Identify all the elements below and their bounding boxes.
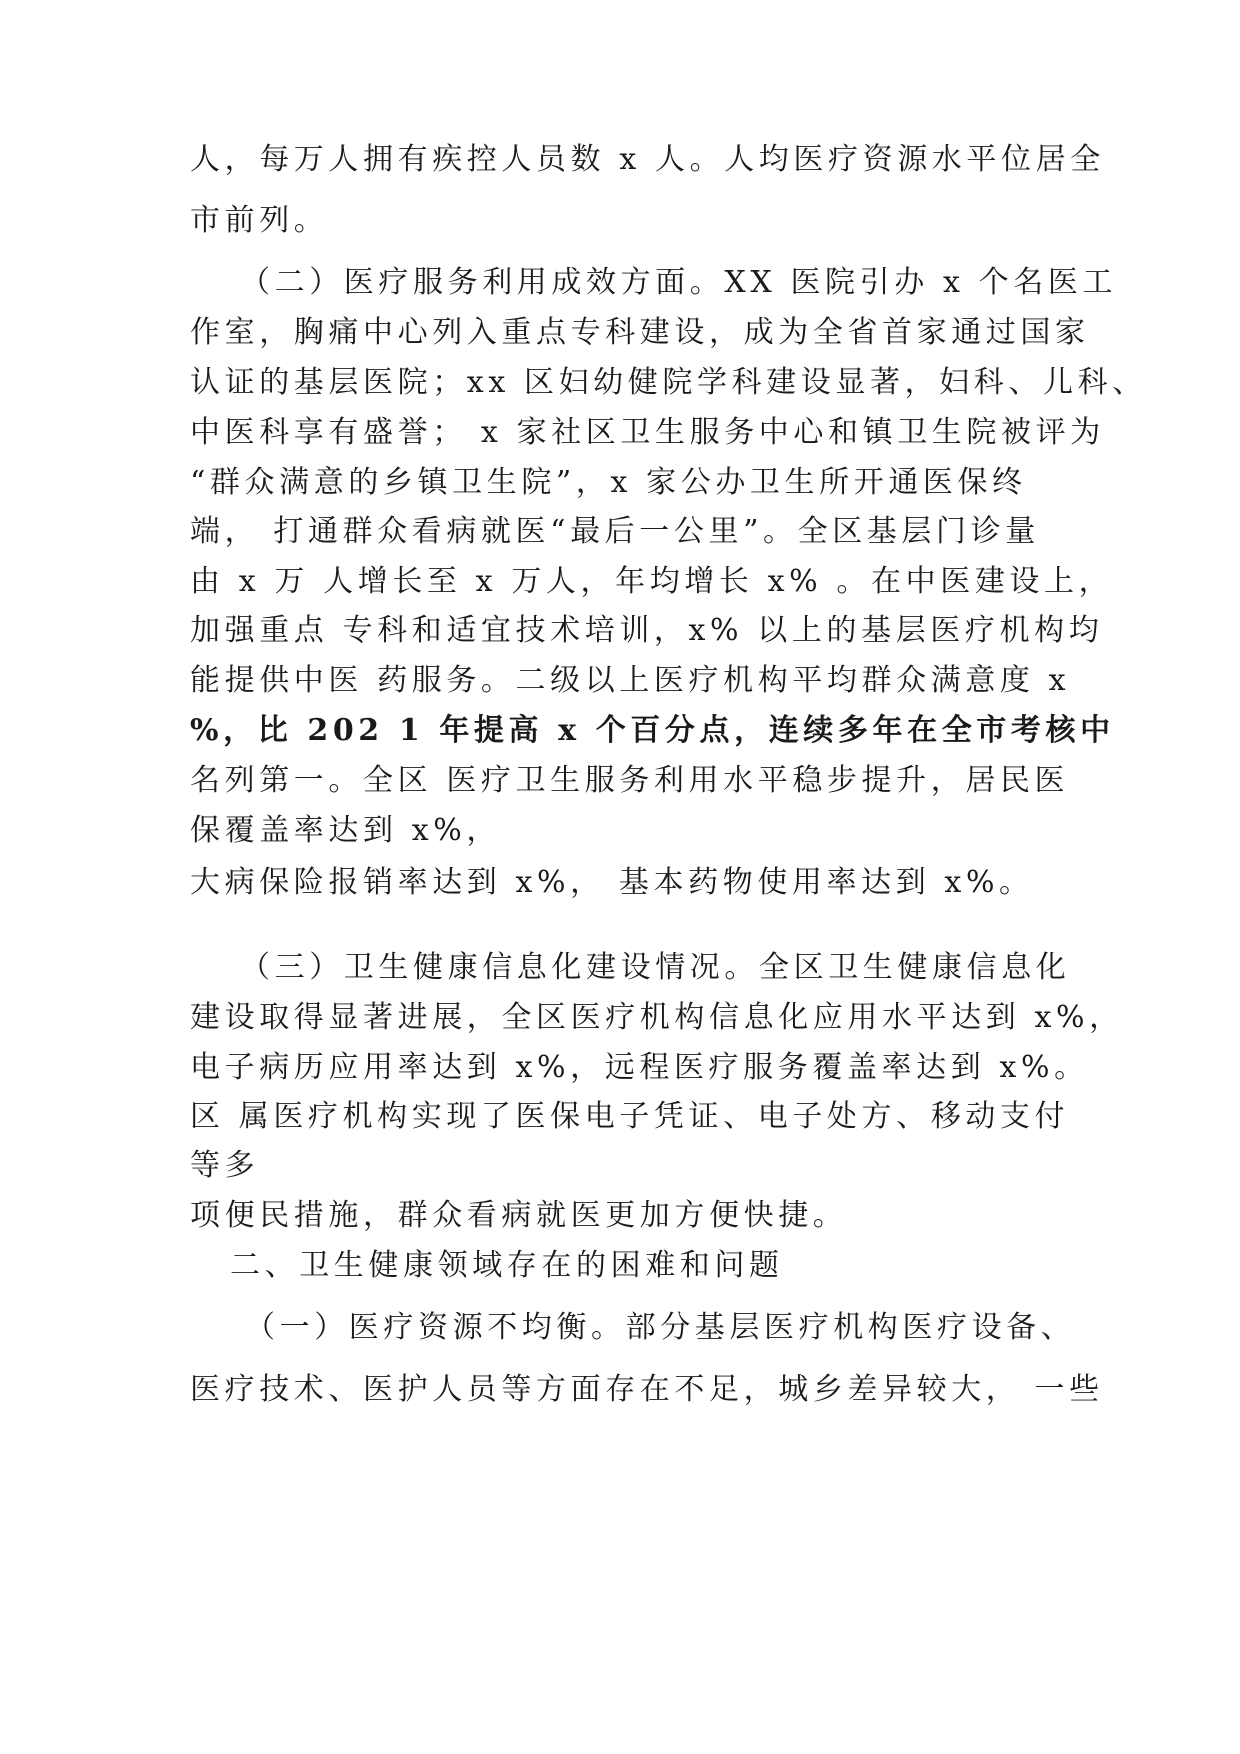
text-line: 认证的基层医院；xx 区妇幼健院学科建设显著，妇科、儿科、 [190, 365, 1147, 400]
text-line: 区 属医疗机构实现了医保电子凭证、电子处方、移动支付 [190, 1099, 1070, 1134]
chapter-heading: 二、卫生健康领域存在的困难和问题 [230, 1248, 784, 1283]
section-heading-line: （一）医疗资源不均衡。部分基层医疗机构医疗设备、 [245, 1310, 1076, 1345]
text-line: 名列第一。全区 医疗卫生服务利用水平稳步提升，居民医 [190, 763, 1070, 798]
text-line: 人，每万人拥有疾控人员数 x 人。人均医疗资源水平位居全 [190, 142, 1105, 177]
text-line: 端， 打通群众看病就医“最后一公里”。全区基层门诊量 [190, 514, 1040, 549]
text-line-bold: %，比 202 1 年提高 x 个百分点，连续多年在全市考核中 [190, 713, 1115, 748]
section-heading-line: （三）卫生健康信息化建设情况。全区卫生健康信息化 [240, 950, 1071, 985]
text-line: 由 x 万 人增长至 x 万人，年均增长 x% 。在中医建设上， [190, 564, 1114, 599]
text-line: 大病保险报销率达到 x%， 基本药物使用率达到 x%。 [190, 865, 1034, 900]
text-line: 能提供中医 药服务。二级以上医疗机构平均群众满意度 x [190, 663, 1071, 698]
text-line: 电子病历应用率达到 x%，远程医疗服务覆盖率达到 x%。 [190, 1050, 1089, 1085]
text-line: 市前列。 [190, 203, 329, 238]
section-heading-line: （二）医疗服务利用成效方面。XX 医院引办 x 个名医工 [240, 265, 1118, 300]
text-line: 中医科享有盛誉； x 家社区卫生服务中心和镇卫生院被评为 [190, 415, 1105, 450]
text-line: 医疗技术、医护人员等方面存在不足，城乡差异较大， 一些 [190, 1372, 1104, 1407]
text-line: 加强重点 专科和适宜技术培训，x% 以上的基层医疗机构均 [190, 613, 1104, 648]
text-line: 等多 [190, 1148, 260, 1183]
text-line: 建设取得显著进展，全区医疗机构信息化应用水平达到 x%， [190, 1000, 1124, 1035]
text-line: 项便民措施，群众看病就医更加方便快捷。 [190, 1198, 848, 1233]
text-line: 作室，胸痛中心列入重点专科建设，成为全省首家通过国家 [190, 315, 1090, 350]
text-line: “群众满意的乡镇卫生院”，x 家公办卫生所开通医保终 [190, 465, 1027, 500]
text-line: 保覆盖率达到 x%， [190, 813, 501, 848]
